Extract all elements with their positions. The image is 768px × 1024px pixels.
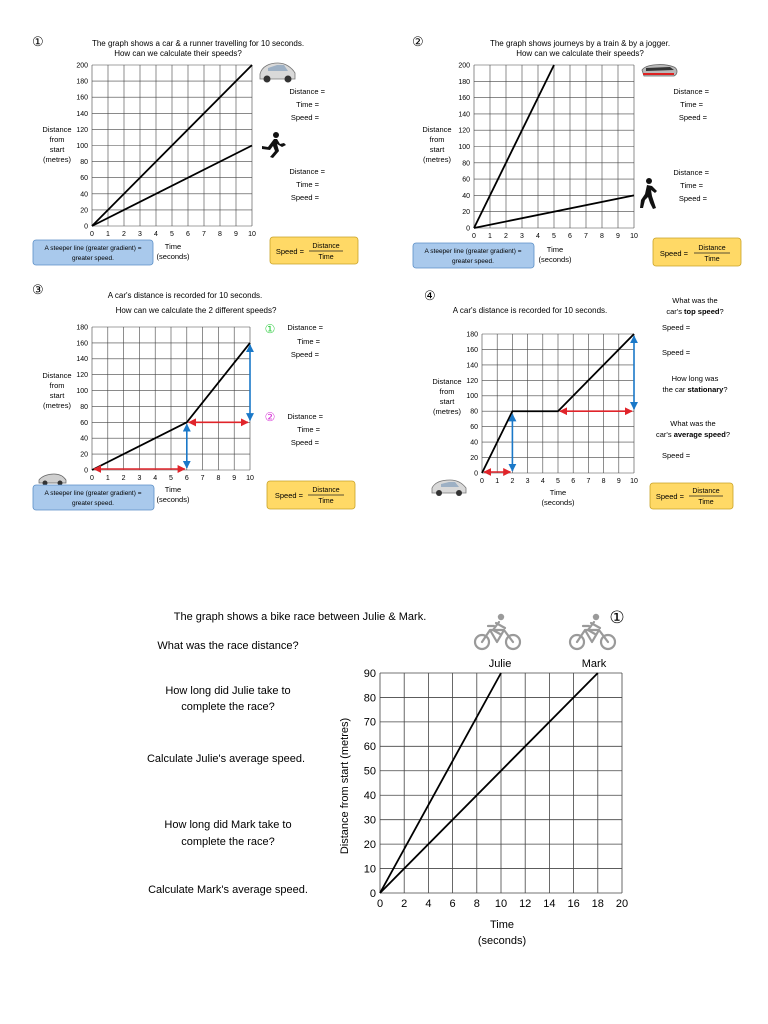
question-line: car's average speed? xyxy=(656,430,730,439)
panel-number: ② xyxy=(412,34,424,49)
y-tick-label: 60 xyxy=(363,741,376,754)
y-tick-label: 140 xyxy=(458,111,470,119)
speed-label: Speed = xyxy=(662,348,691,357)
speed-label: Speed = xyxy=(662,451,691,460)
formula-box xyxy=(267,481,355,509)
x-tick-label: 8 xyxy=(216,475,221,482)
question-top-speed xyxy=(666,296,723,316)
x-tick-label: 18 xyxy=(591,898,604,910)
info-box xyxy=(413,243,534,268)
y-tick-label: 100 xyxy=(76,142,88,150)
y-tick-label: 160 xyxy=(76,94,88,102)
question-julie-time: How long did Julie take to xyxy=(165,685,291,697)
ylabel-line: Distance xyxy=(422,125,452,134)
ylabel-line: from xyxy=(49,381,65,390)
x-tick-label: 1 xyxy=(495,478,500,485)
section-marker-1: ① xyxy=(264,322,276,336)
chart-ylabel xyxy=(432,377,461,416)
y-tick-label: 80 xyxy=(470,408,478,416)
y-tick-label: 60 xyxy=(470,424,478,432)
chart-ylabel xyxy=(422,125,451,164)
y-tick-label: 90 xyxy=(363,667,376,680)
question-line: car's top speed? xyxy=(666,307,724,316)
x-tick-label: 2 xyxy=(122,231,126,238)
x-tick-label: 1 xyxy=(488,233,492,240)
speed-label: Speed = xyxy=(678,194,707,203)
formula-box xyxy=(653,238,741,266)
y-tick-label: 100 xyxy=(466,393,478,401)
chart-ylabel xyxy=(42,371,71,410)
x-tick-label: 0 xyxy=(480,478,484,485)
ylabel-line: (metres) xyxy=(433,407,461,416)
x-tick-label: 12 xyxy=(519,898,532,910)
x-tick-label: 7 xyxy=(202,231,206,238)
y-tick-label: 100 xyxy=(458,143,470,151)
ylabel-line: start xyxy=(439,397,455,406)
y-tick-label: 60 xyxy=(80,419,88,427)
ylabel-line: from xyxy=(429,135,445,144)
x-tick-label: 4 xyxy=(540,478,545,485)
x-tick-label: 8 xyxy=(601,478,606,485)
speed-label: Speed = xyxy=(290,193,319,202)
x-tick-label: 16 xyxy=(567,898,580,910)
ylabel-line: (metres) xyxy=(43,401,71,410)
x-tick-label: 4 xyxy=(154,231,158,238)
y-tick-label: 120 xyxy=(466,377,478,385)
x-tick-label: 0 xyxy=(472,233,476,240)
runner-icon xyxy=(262,132,286,158)
answer-group-1 xyxy=(289,87,325,122)
y-tick-label: 140 xyxy=(76,356,88,364)
x-tick-label: 6 xyxy=(568,233,572,240)
x-tick-label: 8 xyxy=(600,233,604,240)
jogger-icon xyxy=(640,178,657,209)
panel-number: ④ xyxy=(424,288,436,303)
time-label: Time = xyxy=(680,181,703,190)
mark-label: Mark xyxy=(581,658,607,670)
y-tick-label: 120 xyxy=(76,126,88,134)
xlabel-line: (seconds) xyxy=(538,255,572,264)
chart-ylabel xyxy=(42,125,71,164)
y-tick-label: 20 xyxy=(363,838,376,851)
info-box xyxy=(33,240,153,265)
xlabel-line: (seconds) xyxy=(156,495,190,504)
x-tick-label: 9 xyxy=(232,475,237,482)
bike-ylabel: Distance from start (metres) xyxy=(339,717,351,855)
info-text: A steeper line (greater gradient) = xyxy=(44,490,142,497)
chart-car-stationary xyxy=(466,331,638,485)
question-stationary xyxy=(662,374,727,394)
x-tick-label: 6 xyxy=(449,898,456,910)
x-tick-label: 9 xyxy=(616,233,620,240)
car-icon xyxy=(39,474,66,486)
y-tick-label: 10 xyxy=(363,863,376,876)
y-tick-label: 140 xyxy=(76,110,88,118)
question-mark-time: How long did Mark take to xyxy=(164,819,292,831)
distance-label: Distance = xyxy=(673,87,709,96)
y-tick-label: 160 xyxy=(76,340,88,348)
x-tick-label: 0 xyxy=(90,475,94,482)
y-tick-label: 0 xyxy=(369,887,376,900)
xlabel-line: Time xyxy=(164,485,182,494)
x-tick-label: 5 xyxy=(169,475,173,482)
ylabel-line: Distance xyxy=(42,125,72,134)
bicycle-icon xyxy=(570,614,615,649)
answer-group-2 xyxy=(289,167,325,202)
x-tick-label: 14 xyxy=(543,898,556,910)
y-tick-label: 140 xyxy=(466,362,478,370)
ylabel-line: (metres) xyxy=(423,155,451,164)
x-tick-label: 0 xyxy=(376,898,384,910)
x-tick-label: 3 xyxy=(525,478,530,485)
answer-group-2 xyxy=(287,412,323,447)
x-tick-label: 4 xyxy=(536,233,540,240)
x-tick-label: 5 xyxy=(170,231,174,238)
panel-number: ① xyxy=(32,34,44,49)
x-tick-label: 8 xyxy=(218,231,222,238)
x-tick-label: 2 xyxy=(510,478,515,485)
speed-label: Speed = xyxy=(290,113,319,122)
y-tick-label: 30 xyxy=(363,814,376,827)
y-tick-label: 20 xyxy=(462,209,470,217)
x-tick-label: 7 xyxy=(584,233,588,240)
ylabel-line: Distance xyxy=(42,371,72,380)
bike-xlabel-line: (seconds) xyxy=(477,935,527,947)
formula-box xyxy=(270,237,358,264)
formula-numerator: Distance xyxy=(312,487,340,494)
y-tick-label: 40 xyxy=(470,439,478,447)
question-julie-time-line2: complete the race? xyxy=(181,701,275,713)
distance-label: Distance = xyxy=(287,412,323,421)
x-tick-label: 2 xyxy=(504,233,508,240)
car-icon xyxy=(432,480,466,496)
question-average-speed xyxy=(656,419,730,439)
formula-denominator: Time xyxy=(318,498,334,505)
speed-label: Speed = xyxy=(678,113,707,122)
y-tick-label: 80 xyxy=(363,692,376,705)
panel-title-line2: How can we calculate their speeds? xyxy=(516,49,644,58)
x-tick-label: 10 xyxy=(494,898,508,910)
question-julie-speed: Calculate Julie's average speed. xyxy=(146,753,306,765)
chart-train-jogger xyxy=(458,62,638,240)
chart-bike-race xyxy=(364,668,628,910)
x-tick-label: 8 xyxy=(473,898,480,910)
info-box xyxy=(33,485,154,510)
ylabel-line: start xyxy=(49,145,65,154)
x-tick-label: 3 xyxy=(137,475,142,482)
x-tick-label: 1 xyxy=(106,231,110,238)
bike-xlabel-line: Time xyxy=(489,919,515,931)
info-text: greater speed. xyxy=(72,255,114,262)
ylabel-line: from xyxy=(439,387,455,396)
car-icon xyxy=(260,63,295,83)
x-tick-label: 0 xyxy=(90,231,94,238)
distance-label: Distance = xyxy=(289,87,325,96)
panel-title-line1: The graph shows journeys by a train & by a jogger. xyxy=(489,39,671,48)
panel-3 xyxy=(32,282,355,510)
xlabel-line: (seconds) xyxy=(541,498,575,507)
formula-box xyxy=(650,483,733,509)
distance-label: Distance = xyxy=(287,323,323,332)
formula-denominator: Time xyxy=(318,254,334,261)
panel-title-line2: How can we calculate the 2 different speeds? xyxy=(115,306,277,315)
time-label: Time = xyxy=(297,425,320,434)
x-tick-label: 10 xyxy=(246,475,254,482)
chart-car-two-speeds xyxy=(76,324,254,482)
formula-numerator: Distance xyxy=(312,243,340,250)
y-tick-label: 40 xyxy=(363,790,376,803)
formula-numerator: Distance xyxy=(692,488,720,495)
x-tick-label: 4 xyxy=(153,475,158,482)
y-tick-label: 160 xyxy=(458,95,470,103)
time-label: Time = xyxy=(296,100,319,109)
x-tick-label: 10 xyxy=(630,233,638,240)
x-tick-label: 5 xyxy=(556,478,560,485)
question-line: the car stationary? xyxy=(662,385,728,394)
formula-numerator: Distance xyxy=(698,245,726,252)
xlabel-line: Time xyxy=(549,488,567,497)
speed-label: Speed = xyxy=(290,438,319,447)
question-line: What was the xyxy=(672,296,718,305)
series-line-2 xyxy=(380,673,598,893)
y-tick-label: 0 xyxy=(466,225,470,233)
y-tick-label: 80 xyxy=(462,160,470,168)
y-tick-label: 20 xyxy=(470,455,478,463)
formula-lhs: Speed = xyxy=(274,491,303,500)
ylabel-line: start xyxy=(49,391,65,400)
y-tick-label: 180 xyxy=(458,78,470,86)
y-tick-label: 20 xyxy=(80,451,88,459)
x-tick-label: 9 xyxy=(616,478,621,485)
bike-title: The graph shows a bike race between Julie & Mark. xyxy=(173,611,427,623)
y-tick-label: 60 xyxy=(462,176,470,184)
panel-title-line1: The graph shows a car & a runner travelling for 10 seconds. xyxy=(91,39,305,48)
ylabel-line: from xyxy=(49,135,65,144)
formula-lhs: Speed = xyxy=(275,247,304,256)
x-tick-label: 10 xyxy=(248,231,256,238)
x-tick-label: 7 xyxy=(586,478,591,485)
info-text: greater speed. xyxy=(72,500,114,507)
question-mark-speed: Calculate Mark's average speed. xyxy=(148,884,308,896)
xlabel-line: Time xyxy=(546,245,564,254)
y-tick-label: 40 xyxy=(80,435,88,443)
x-tick-label: 3 xyxy=(520,233,524,240)
distance-label: Distance = xyxy=(673,168,709,177)
y-tick-label: 40 xyxy=(80,191,88,199)
answer-group-2 xyxy=(673,168,709,203)
panel-title-line1: A car's distance is recorded for 10 seconds. xyxy=(107,291,263,300)
time-label: Time = xyxy=(680,100,703,109)
info-text: A steeper line (greater gradient) = xyxy=(424,248,522,255)
speed-label: Speed = xyxy=(662,323,691,332)
y-tick-label: 120 xyxy=(76,372,88,380)
distance-label: Distance = xyxy=(289,167,325,176)
chart-car-runner xyxy=(76,62,256,238)
x-tick-label: 9 xyxy=(234,231,238,238)
y-tick-label: 120 xyxy=(458,127,470,135)
y-tick-label: 50 xyxy=(363,765,376,778)
question-line: What was the xyxy=(670,419,716,428)
bicycle-icon xyxy=(475,614,520,649)
series-line-1 xyxy=(380,673,501,893)
y-tick-label: 200 xyxy=(76,62,88,70)
formula-lhs: Speed = xyxy=(659,249,688,258)
bike-race-section xyxy=(147,608,628,947)
x-tick-label: 7 xyxy=(200,475,205,482)
x-tick-label: 3 xyxy=(138,231,142,238)
y-tick-label: 60 xyxy=(80,175,88,183)
y-tick-label: 70 xyxy=(363,716,376,729)
formula-denominator: Time xyxy=(698,499,714,506)
y-tick-label: 100 xyxy=(76,388,88,396)
x-tick-label: 6 xyxy=(184,475,189,482)
y-tick-label: 0 xyxy=(84,223,88,231)
panel-title-line2: How can we calculate their speeds? xyxy=(114,49,242,58)
julie-label: Julie xyxy=(488,658,512,670)
formula-lhs: Speed = xyxy=(655,492,684,501)
ylabel-line: Distance xyxy=(432,377,462,386)
question-mark-time-line2: complete the race? xyxy=(181,836,275,848)
xlabel-line: (seconds) xyxy=(156,252,190,261)
question-race-distance: What was the race distance? xyxy=(157,640,299,652)
bike-number: ① xyxy=(609,608,625,627)
speed-label: Speed = xyxy=(290,350,319,359)
question-line: How long was xyxy=(671,374,719,383)
panel-4 xyxy=(424,288,733,509)
train-icon xyxy=(642,65,677,76)
x-tick-label: 20 xyxy=(615,898,629,910)
panel-2 xyxy=(412,34,741,268)
formula-denominator: Time xyxy=(704,256,720,263)
y-tick-label: 180 xyxy=(76,78,88,86)
y-tick-label: 20 xyxy=(80,207,88,215)
time-label: Time = xyxy=(296,180,319,189)
x-tick-label: 2 xyxy=(121,475,126,482)
answer-group-1 xyxy=(287,323,323,359)
info-text: greater speed. xyxy=(452,258,494,265)
y-tick-label: 80 xyxy=(80,159,88,167)
y-tick-label: 0 xyxy=(474,470,478,478)
panel-1 xyxy=(32,34,358,265)
y-tick-label: 40 xyxy=(462,192,470,200)
time-label: Time = xyxy=(297,337,320,346)
ylabel-line: start xyxy=(429,145,445,154)
x-tick-label: 10 xyxy=(630,478,638,485)
info-text: A steeper line (greater gradient) = xyxy=(44,245,142,252)
y-tick-label: 160 xyxy=(466,346,478,354)
x-tick-label: 2 xyxy=(401,898,408,910)
answer-group-1 xyxy=(673,87,709,122)
panel-title-line1: A car's distance is recorded for 10 seconds. xyxy=(452,306,608,315)
y-tick-label: 180 xyxy=(466,331,478,339)
x-tick-label: 5 xyxy=(552,233,556,240)
panel-number: ③ xyxy=(32,282,44,297)
x-tick-label: 6 xyxy=(186,231,190,238)
y-tick-label: 180 xyxy=(76,324,88,332)
ylabel-line: (metres) xyxy=(43,155,71,164)
xlabel-line: Time xyxy=(164,242,182,251)
y-tick-label: 80 xyxy=(80,403,88,411)
x-tick-label: 4 xyxy=(425,898,432,910)
y-tick-label: 200 xyxy=(458,62,470,70)
y-tick-label: 0 xyxy=(84,467,88,475)
section-marker-2: ② xyxy=(264,410,276,424)
x-tick-label: 6 xyxy=(571,478,576,485)
x-tick-label: 1 xyxy=(105,475,110,482)
